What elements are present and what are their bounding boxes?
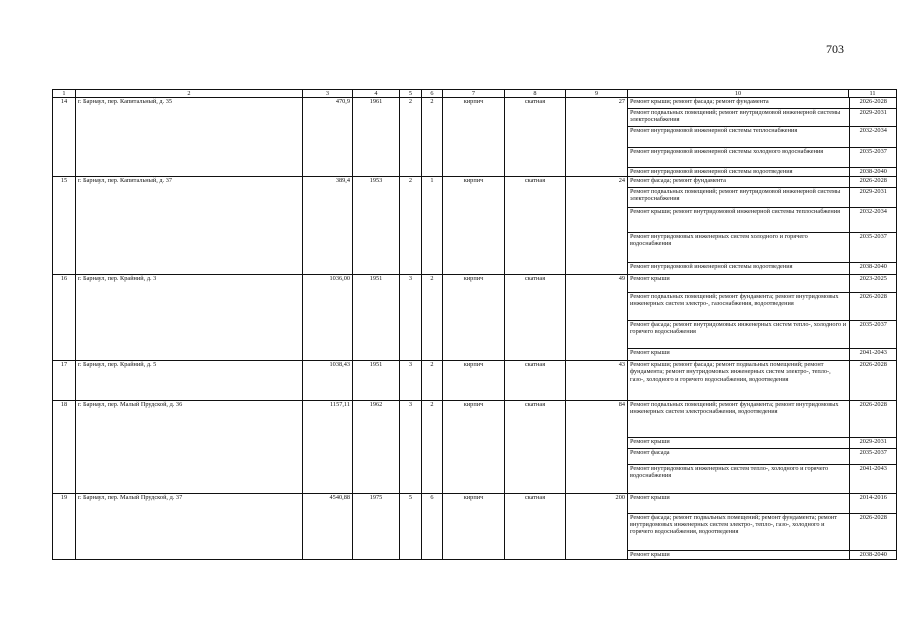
work-period: 2032-2034 [849, 126, 897, 147]
residents-count-cell: 43 [566, 361, 628, 401]
total-area-cell: 1038,43 [303, 361, 353, 401]
work-period: 2032-2034 [849, 207, 897, 232]
total-area-cell: 1036,00 [303, 275, 353, 361]
build-year-cell: 1953 [353, 177, 400, 275]
work-period: 2035-2037 [849, 448, 897, 464]
build-year-cell: 1961 [353, 98, 400, 177]
work-item [628, 167, 897, 176]
works-cell [628, 98, 897, 177]
work-item [628, 437, 897, 448]
work-period: 2026-2028 [849, 513, 897, 550]
roof-type-cell: скатная [505, 177, 566, 275]
roof-type-cell: скатная [505, 361, 566, 401]
floors-count-cell: 3 [400, 361, 422, 401]
work-item [628, 401, 897, 437]
work-description: Ремонт внутридомовой инженерной системы водоотведения [628, 262, 849, 274]
wall-material-cell: кирпич [443, 401, 505, 494]
work-period: 2038-2040 [859, 167, 887, 175]
work-item [628, 513, 897, 550]
work-description: Ремонт крыши [628, 437, 849, 448]
work-period: 2029-2031 [849, 437, 897, 448]
work-description: Ремонт внутридомовой инженерной системы водоотведения [628, 167, 849, 176]
row-number-cell: 18 [53, 401, 76, 494]
build-year-cell: 1951 [353, 275, 400, 361]
work-item [628, 187, 897, 207]
work-period: 2038-2040 [859, 550, 887, 558]
table-row [53, 361, 897, 401]
entrances-count-cell: 2 [422, 401, 443, 494]
header-cell: 8 [505, 90, 566, 98]
residents-count-cell: 200 [566, 494, 628, 560]
work-description: Ремонт крыши [628, 550, 849, 559]
row-number-cell: 15 [53, 177, 76, 275]
table-row [53, 98, 897, 177]
work-item [628, 275, 897, 292]
work-item [628, 292, 897, 320]
works-cell [628, 494, 897, 560]
work-description: Ремонт подвальных помещений; ремонт внутридомовой инженерной системы электроснабжения [628, 187, 849, 207]
header-cell: 4 [353, 90, 400, 98]
address-cell: г. Барнаул, пер. Малый Прудской, д. 36 [76, 401, 303, 494]
work-description: Ремонт фасада; ремонт подвальных помещений; ремонт фундамента; ремонт внутридомовых инженерных систем электро-, тепло-, газо-, холодного и горячего водоснабжения, водоотведения [628, 513, 849, 550]
header-cell: 5 [400, 90, 422, 98]
work-item [628, 126, 897, 147]
header-cell: 7 [443, 90, 505, 98]
work-item [628, 494, 897, 513]
row-number-cell: 14 [53, 98, 76, 177]
roof-type-cell: скатная [505, 494, 566, 560]
residents-count-cell: 49 [566, 275, 628, 361]
work-period: 2026-2028 [849, 401, 897, 437]
work-description: Ремонт крыши [628, 494, 849, 513]
residents-count-cell: 84 [566, 401, 628, 494]
works-cell [628, 401, 897, 494]
work-item [628, 550, 897, 559]
floors-count-cell: 5 [400, 494, 422, 560]
work-period: 2035-2037 [849, 320, 897, 348]
wall-material-cell: кирпич [443, 275, 505, 361]
roof-type-cell: скатная [505, 98, 566, 177]
work-period: 2029-2031 [849, 108, 897, 126]
work-item [628, 464, 897, 493]
roof-type-cell: скатная [505, 401, 566, 494]
address-cell: г. Барнаул, пер. Капитальный, д. 35 [76, 98, 303, 177]
work-description: Ремонт внутридомовой инженерной системы холодного водоснабжения [628, 147, 849, 167]
work-period: 2026-2028 [849, 98, 897, 108]
works-list [628, 494, 897, 559]
roof-type-cell: скатная [505, 275, 566, 361]
works-cell [628, 361, 897, 401]
works-list [628, 401, 897, 493]
work-period: 2035-2037 [849, 232, 897, 262]
total-area-cell: 1157,11 [303, 401, 353, 494]
work-description: Ремонт фасада [628, 448, 849, 464]
total-area-cell: 389,4 [303, 177, 353, 275]
residents-count-cell: 24 [566, 177, 628, 275]
header-cell: 3 [303, 90, 353, 98]
work-description: Ремонт крыши [628, 275, 849, 292]
row-number-cell: 16 [53, 275, 76, 361]
works-list [628, 98, 897, 176]
work-period: 2026-2028 [859, 361, 887, 368]
entrances-count-cell: 2 [422, 275, 443, 361]
work-description: Ремонт крыши; ремонт фасада; ремонт фундамента [628, 98, 849, 108]
table-row [53, 177, 897, 275]
work-description: Ремонт подвальных помещений; ремонт внутридомовой инженерной системы электроснабжения [628, 108, 849, 126]
table-row [53, 401, 897, 494]
wall-material-cell: кирпич [443, 361, 505, 401]
work-period: 2038-2040 [859, 262, 887, 270]
entrances-count-cell: 6 [422, 494, 443, 560]
table-row [53, 275, 897, 361]
floors-count-cell: 2 [400, 177, 422, 275]
wall-material-cell: кирпич [443, 98, 505, 177]
work-item [628, 262, 897, 274]
column-number-header [53, 90, 897, 98]
works-cell [628, 275, 897, 361]
build-year-cell: 1951 [353, 361, 400, 401]
work-period: 2041-2043 [859, 348, 887, 356]
build-year-cell: 1962 [353, 401, 400, 494]
page-number: 703 [826, 42, 844, 56]
work-description: Ремонт внутридомовых инженерных систем холодного и горячего водоснабжения [628, 232, 849, 262]
work-item [628, 98, 897, 108]
work-item [628, 348, 897, 360]
work-description: Ремонт подвальных помещений; ремонт фундамента; ремонт внутридомовых инженерных систем электроснабжения, водоотведения [628, 401, 849, 437]
row-number-cell: 19 [53, 494, 76, 560]
header-cell: 6 [422, 90, 443, 98]
works-list [628, 177, 897, 274]
work-item [628, 232, 897, 262]
work-item [628, 448, 897, 464]
header-cell: 2 [76, 90, 303, 98]
floors-count-cell: 3 [400, 275, 422, 361]
repair-schedule-table [52, 89, 897, 560]
floors-count-cell: 2 [400, 98, 422, 177]
address-cell: г. Барнаул, пер. Крайний, д. 5 [76, 361, 303, 401]
entrances-count-cell: 2 [422, 361, 443, 401]
work-period: 2026-2028 [849, 177, 897, 187]
table-row [53, 494, 897, 560]
works-cell [628, 177, 897, 275]
work-description: Ремонт подвальных помещений; ремонт фундамента; ремонт внутридомовых инженерных систем электро-, газоснабжения, водоотведения [628, 292, 849, 320]
work-description: Ремонт крыши; ремонт фасада; ремонт подвальных помещений; ремонт фундамента; ремонт внутридомовых инженерных систем электро-, тепло-, газо-, холодного и горячего водоснабжения, водоотведения [628, 361, 849, 400]
work-period: 2026-2028 [849, 292, 897, 320]
total-area-cell: 470,9 [303, 98, 353, 177]
header-cell: 9 [566, 90, 628, 98]
work-item [628, 320, 897, 348]
work-period: 2035-2037 [849, 147, 897, 167]
work-period: 2029-2031 [849, 187, 897, 207]
build-year-cell: 1975 [353, 494, 400, 560]
floors-count-cell: 3 [400, 401, 422, 494]
work-period: 2023-2025 [849, 275, 897, 292]
work-description: Ремонт фасада; ремонт фундамента [628, 177, 849, 187]
residents-count-cell: 27 [566, 98, 628, 177]
work-item [628, 177, 897, 187]
wall-material-cell: кирпич [443, 494, 505, 560]
work-description: Ремонт фасада; ремонт внутридомовых инженерных систем тепло-, холодного и горячего водоснабжения [628, 320, 849, 348]
work-item [628, 108, 897, 126]
work-period: 2014-2016 [849, 494, 897, 513]
work-description: Ремонт внутридомовых инженерных систем тепло-, холодного и горячего водоснабжения [628, 464, 849, 493]
table-body [53, 90, 897, 560]
work-period: 2041-2043 [859, 464, 887, 472]
entrances-count-cell: 2 [422, 98, 443, 177]
work-item [628, 147, 897, 167]
header-cell: 1 [53, 90, 76, 98]
entrances-count-cell: 1 [422, 177, 443, 275]
works-list [628, 361, 897, 400]
address-cell: г. Барнаул, пер. Крайний, д. 3 [76, 275, 303, 361]
wall-material-cell: кирпич [443, 177, 505, 275]
header-cell: 10 [628, 90, 849, 98]
work-item [628, 207, 897, 232]
address-cell: г. Барнаул, пер. Малый Прудской, д. 37 [76, 494, 303, 560]
work-description: Ремонт крыши; ремонт внутридомовой инженерной системы теплоснабжения [628, 207, 849, 232]
work-item [628, 361, 897, 400]
row-number-cell: 17 [53, 361, 76, 401]
work-description: Ремонт крыши [628, 348, 849, 360]
works-list [628, 275, 897, 360]
work-description: Ремонт внутридомовой инженерной системы теплоснабжения [628, 126, 849, 147]
address-cell: г. Барнаул, пер. Капитальный, д. 37 [76, 177, 303, 275]
header-cell: 11 [849, 90, 897, 98]
total-area-cell: 4540,88 [303, 494, 353, 560]
